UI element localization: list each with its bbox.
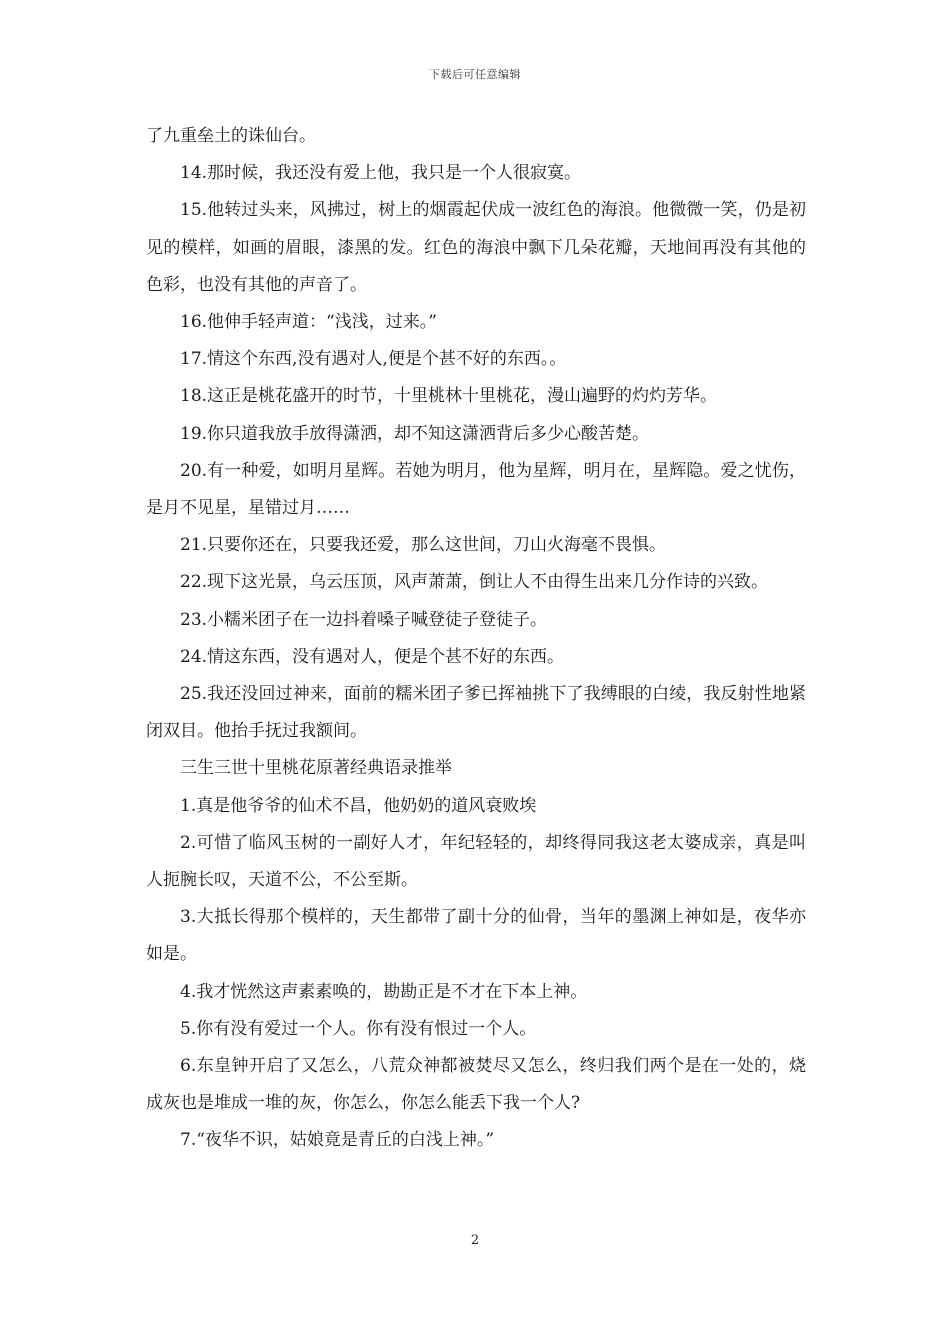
paragraph-quote-17: 17.情这个东西,没有遇对人,便是个甚不好的东西。。 [180, 349, 567, 370]
paragraph-continuation: 了九重垒土的诛仙台。 [146, 126, 316, 146]
paragraph-quote-25: 25.我还没回过神来，面前的糯米团子爹已挥袖挑下了我缚眼的白绫，我反射性地紧闭双目。他抬手抚过我额间。 [146, 684, 806, 742]
paragraph-quote-15: 15.他转过头来，风拂过，树上的烟霞起伏成一波红色的海浪。他微微一笑，仍是初见的模样，如画的眉眼，漆黑的发。红色的海浪中飘下几朵花瓣，天地间再没有其他的色彩，也没有其他的声音了。 [146, 200, 806, 295]
paragraph-quote-5: 5.你有没有爱过一个人。你有没有恨过一个人。 [180, 1018, 537, 1039]
paragraph-quote-24: 24.情这东西，没有遇对人，便是个甚不好的东西。 [180, 646, 565, 667]
paragraph-quote-20: 20.有一种爱，如明月星辉。若她为明月，他为星辉，明月在，星辉隐。爱之忧伤，是月不见星，星错过月…… [146, 460, 806, 519]
document-body [146, 118, 806, 1160]
paragraph-quote-16: 16.他伸手轻声道：“浅浅，过来。” [180, 312, 437, 333]
section-heading: 三生三世十里桃花原著经典语录推举 [180, 758, 452, 779]
paragraph-quote-23: 23.小糯米团子在一边抖着嗓子喊登徒子登徒子。 [180, 609, 548, 630]
paragraph-quote-6: 6.东皇钟开启了又怎么，八荒众神都被焚尽又怎么，终归我们两个是在一处的，烧成灰也是堆成一堆的灰，你怎么，你怎么能丢下我一个人? [146, 1056, 806, 1114]
page-number: 2 [470, 1233, 480, 1248]
paragraph-quote-7: 7.“夜华不识，姑娘竟是青丘的白浅上神。” [180, 1130, 495, 1151]
page-header-note: 下载后可任意编辑 [429, 68, 521, 81]
paragraph-quote-3: 3.大抵长得那个模样的，天生都带了副十分的仙骨，当年的墨渊上神如是，夜华亦如是。 [146, 907, 806, 965]
paragraph-quote-21: 21.只要你还在，只要我还爱，那么这世间，刀山火海毫不畏惧。 [180, 535, 667, 556]
paragraph-quote-14: 14.那时候，我还没有爱上他，我只是一个人很寂寞。 [180, 163, 582, 184]
paragraph-quote-4: 4.我才恍然这声素素唤的，勘勘正是不才在下本上神。 [180, 981, 588, 1002]
paragraph-quote-22: 22.现下这光景，乌云压顶，风声萧萧，倒让人不由得生出来几分作诗的兴致。 [180, 572, 769, 593]
paragraph-quote-19: 19.你只道我放手放得潇洒，却不知这潇洒背后多少心酸苦楚。 [180, 423, 650, 444]
paragraph-quote-2: 2.可惜了临风玉树的一副好人才，年纪轻轻的，却终得同我这老太婆成亲，真是叫人扼腕长叹，天道不公，不公至斯。 [146, 832, 806, 891]
paragraph-quote-1: 1.真是他爷爷的仙术不昌，他奶奶的道风衰败埃 [180, 795, 537, 816]
paragraph-quote-18: 18.这正是桃花盛开的时节，十里桃林十里桃花，漫山遍野的灼灼芳华。 [180, 386, 718, 407]
